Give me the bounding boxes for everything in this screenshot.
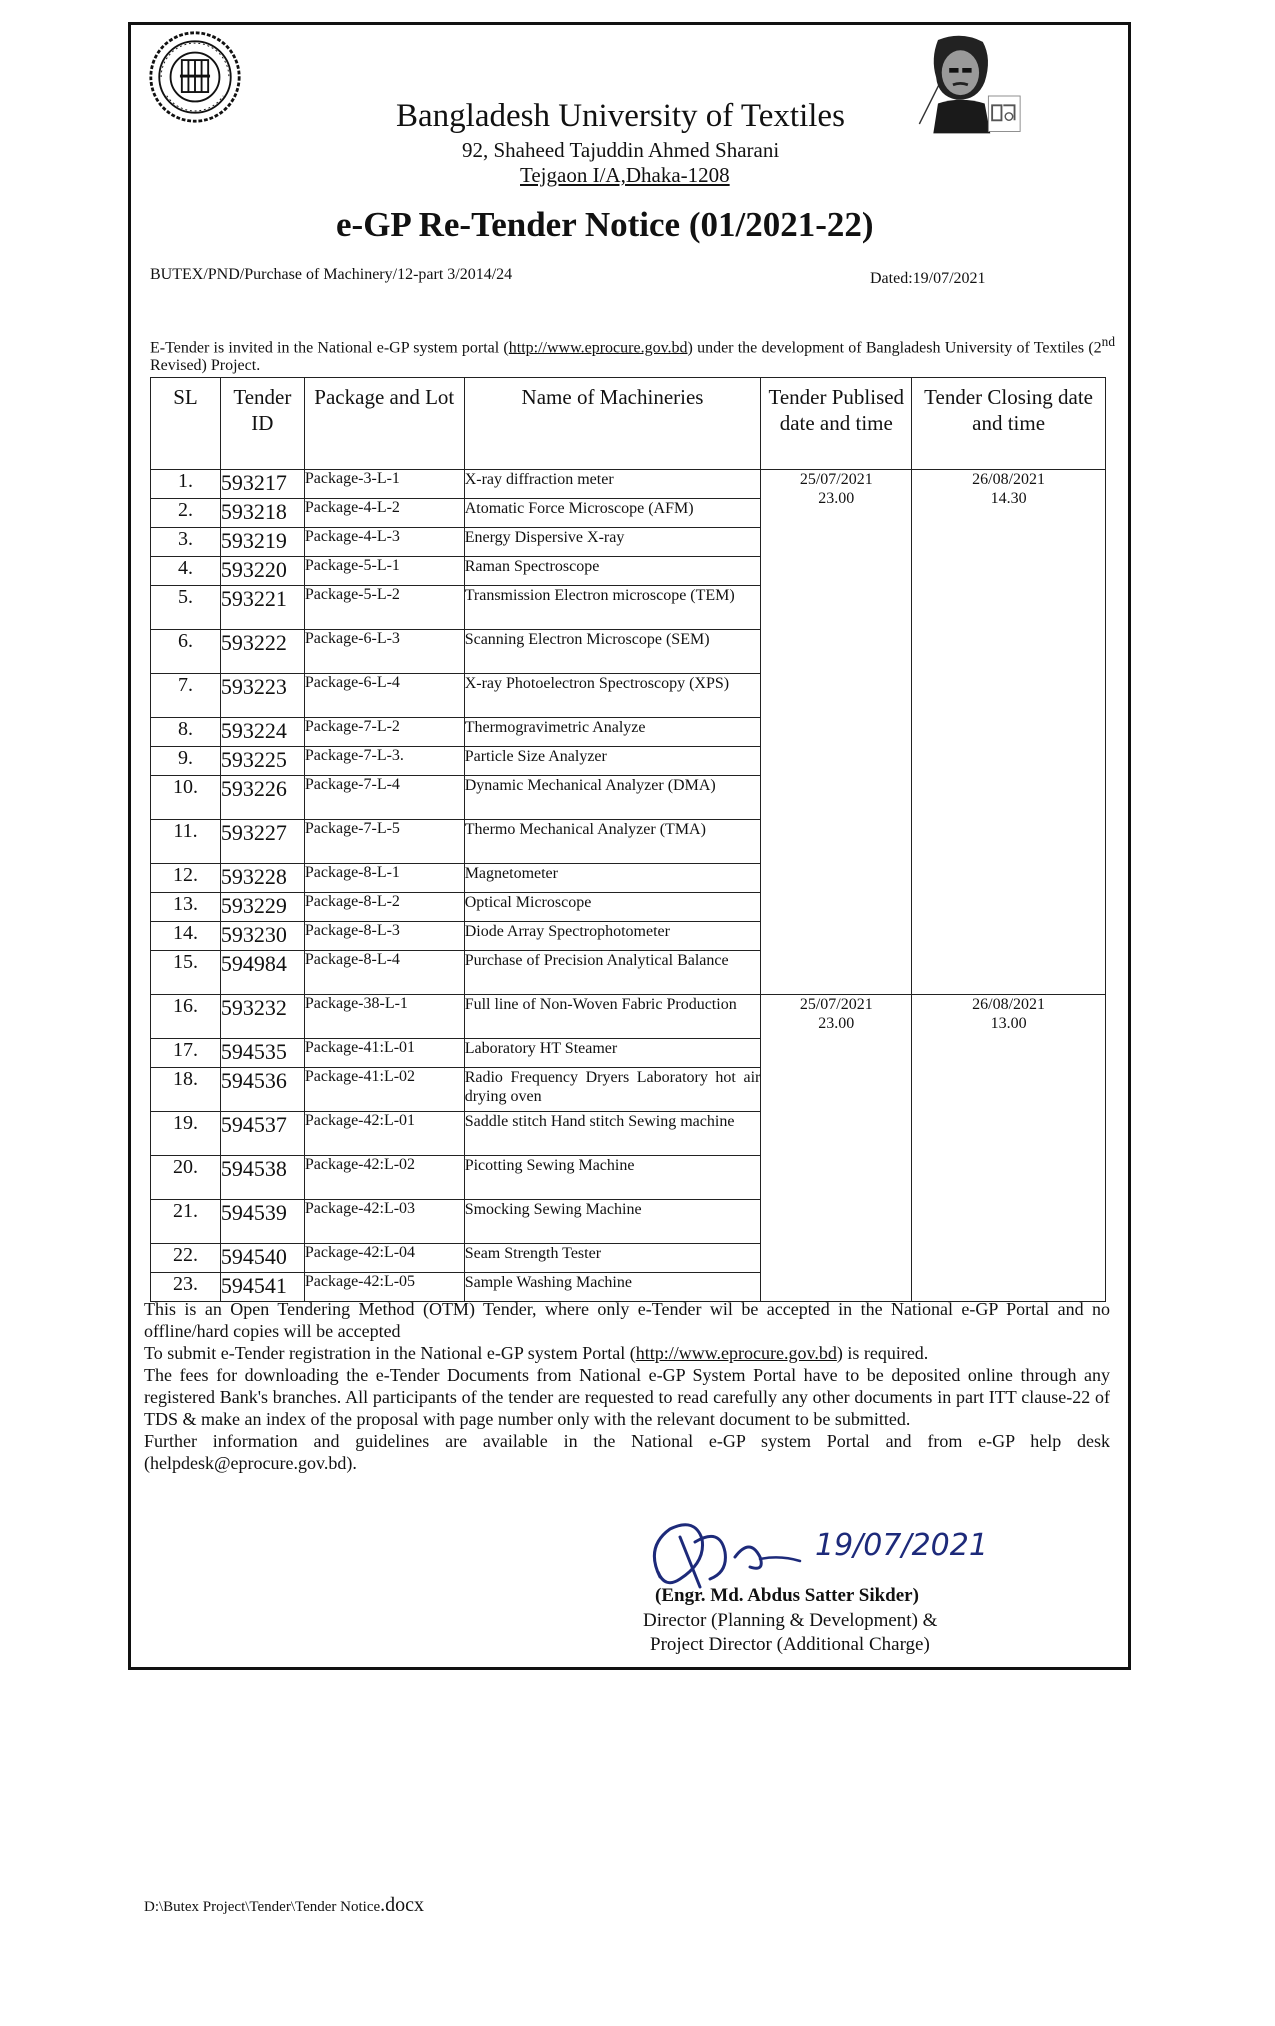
sl-cell: 11.: [151, 820, 221, 864]
published-time: 23.00: [818, 490, 855, 507]
package-cell: Package-42:L-04: [304, 1244, 464, 1273]
institution-name: Bangladesh University of Textiles: [396, 98, 845, 134]
tender-id-cell: 594540: [220, 1244, 304, 1273]
machinery-name-cell: Diode Array Spectrophotometer: [464, 922, 761, 951]
machinery-name-cell: Radio Frequency Dryers Laboratory hot air drying oven: [464, 1068, 761, 1112]
sl-cell: 7.: [151, 674, 221, 718]
address-line-1: 92, Shaheed Tajuddin Ahmed Sharani: [462, 138, 780, 162]
package-cell: Package-42:L-05: [304, 1273, 464, 1302]
tender-id-cell: 593222: [220, 630, 304, 674]
tender-table-body: [151, 470, 1106, 1302]
sl-cell: 5.: [151, 586, 221, 630]
machinery-name-cell: Picotting Sewing Machine: [464, 1156, 761, 1200]
package-cell: Package-7-L-2: [304, 718, 464, 747]
machinery-name-cell: Energy Dispersive X-ray: [464, 528, 761, 557]
tender-id-cell: 593217: [220, 470, 304, 499]
machinery-name-cell: X-ray diffraction meter: [464, 470, 761, 499]
package-cell: Package-38-L-1: [304, 995, 464, 1039]
package-cell: Package-7-L-5: [304, 820, 464, 864]
sl-cell: 23.: [151, 1273, 221, 1302]
sl-cell: 20.: [151, 1156, 221, 1200]
notice-date: Dated:19/07/2021: [870, 270, 986, 287]
closing-date-cell: [912, 995, 1106, 1302]
machinery-name-cell: X-ray Photoelectron Spectroscopy (XPS): [464, 674, 761, 718]
package-cell: Package-41:L-01: [304, 1039, 464, 1068]
fees-paragraph: The fees for downloading the e-Tender Documents from National e-GP System Portal have to be deposited online through any registered Bank's branches. All participants of the tender are requested to read carefully any other documents in part ITT clause-22 of TDS & make an index of the proposal with page number only with the relevant document to be submitted.: [144, 1365, 1110, 1429]
signatory-name: (Engr. Md. Abdus Satter Sikder): [655, 1585, 919, 1606]
registration-link[interactable]: http://www.eprocure.gov.bd: [635, 1343, 837, 1363]
signature-date: 19/07/2021: [815, 1528, 988, 1563]
further-info-paragraph: Further information and guidelines are available in the National e-GP system Portal and from e-GP help desk (helpdesk@eprocure.gov.bd).: [144, 1431, 1110, 1473]
sl-cell: 14.: [151, 922, 221, 951]
tender-id-cell: 593223: [220, 674, 304, 718]
machinery-name-cell: Saddle stitch Hand stitch Sewing machine: [464, 1112, 761, 1156]
published-date: 25/07/2021: [799, 471, 873, 488]
package-cell: Package-42:L-01: [304, 1112, 464, 1156]
header-published: Tender Publised date and time: [761, 378, 912, 470]
package-cell: Package-4-L-2: [304, 499, 464, 528]
intro-paragraph: [150, 333, 1115, 375]
closing-time: 13.00: [990, 1015, 1027, 1032]
sl-cell: 22.: [151, 1244, 221, 1273]
machinery-name-cell: Smocking Sewing Machine: [464, 1200, 761, 1244]
table-row: [151, 995, 1106, 1039]
sl-cell: 18.: [151, 1068, 221, 1112]
tender-id-cell: 593230: [220, 922, 304, 951]
header-package-lot: Package and Lot: [304, 378, 464, 470]
machinery-name-cell: Seam Strength Tester: [464, 1244, 761, 1273]
tender-id-cell: 594541: [220, 1273, 304, 1302]
mujib-100-portrait-icon: [910, 30, 1022, 134]
sl-cell: 9.: [151, 747, 221, 776]
intro-superscript: nd: [1101, 334, 1115, 349]
closing-date: 26/08/2021: [972, 996, 1046, 1013]
university-seal-icon: [148, 30, 242, 124]
header-machinery: Name of Machineries: [464, 378, 761, 470]
sl-cell: 6.: [151, 630, 221, 674]
sl-cell: 4.: [151, 557, 221, 586]
machinery-name-cell: Magnetometer: [464, 864, 761, 893]
sl-cell: 12.: [151, 864, 221, 893]
tender-id-cell: 593224: [220, 718, 304, 747]
closing-time: 14.30: [990, 490, 1027, 507]
machinery-name-cell: Full line of Non-Woven Fabric Production: [464, 995, 761, 1039]
notice-title: e-GP Re-Tender Notice (01/2021-22): [336, 205, 874, 244]
machinery-name-cell: Sample Washing Machine: [464, 1273, 761, 1302]
package-cell: Package-42:L-03: [304, 1200, 464, 1244]
package-cell: Package-8-L-3: [304, 922, 464, 951]
package-cell: Package-8-L-4: [304, 951, 464, 995]
sl-cell: 17.: [151, 1039, 221, 1068]
closing-date: 26/08/2021: [972, 471, 1046, 488]
published-date: 25/07/2021: [799, 996, 873, 1013]
sl-cell: 16.: [151, 995, 221, 1039]
machinery-name-cell: Raman Spectroscope: [464, 557, 761, 586]
package-cell: Package-3-L-1: [304, 470, 464, 499]
intro-text-end: Revised) Project.: [150, 357, 261, 375]
published-date-cell: [761, 995, 912, 1302]
package-cell: Package-7-L-4: [304, 776, 464, 820]
machinery-name-cell: Thermogravimetric Analyze: [464, 718, 761, 747]
sl-cell: 8.: [151, 718, 221, 747]
sl-cell: 1.: [151, 470, 221, 499]
file-extension: .docx: [380, 1894, 425, 1916]
published-date-cell: [761, 470, 912, 995]
published-time: 23.00: [818, 1015, 855, 1032]
machinery-name-cell: Atomatic Force Microscope (AFM): [464, 499, 761, 528]
tender-id-cell: 593227: [220, 820, 304, 864]
tender-id-cell: 593220: [220, 557, 304, 586]
eprocure-link[interactable]: http://www.eprocure.gov.bd: [508, 339, 688, 357]
machinery-name-cell: Dynamic Mechanical Analyzer (DMA): [464, 776, 761, 820]
otm-paragraph: This is an Open Tendering Method (OTM) Tender, where only e-Tender wil be accepted in the National e-GP Portal and no offline/hard copies will be accepted: [144, 1299, 1110, 1341]
package-cell: Package-6-L-4: [304, 674, 464, 718]
machinery-name-cell: Laboratory HT Steamer: [464, 1039, 761, 1068]
tender-id-cell: 594537: [220, 1112, 304, 1156]
tender-table: [150, 377, 1106, 1302]
package-cell: Package-5-L-2: [304, 586, 464, 630]
sl-cell: 2.: [151, 499, 221, 528]
sl-cell: 10.: [151, 776, 221, 820]
machinery-name-cell: Particle Size Analyzer: [464, 747, 761, 776]
terms-text: [144, 1298, 1110, 1474]
signatory-title-2: Project Director (Additional Charge): [650, 1634, 930, 1655]
package-cell: Package-8-L-1: [304, 864, 464, 893]
machinery-name-cell: Scanning Electron Microscope (SEM): [464, 630, 761, 674]
tender-id-cell: 594535: [220, 1039, 304, 1068]
sl-cell: 3.: [151, 528, 221, 557]
package-cell: Package-7-L-3.: [304, 747, 464, 776]
tender-id-cell: 593229: [220, 893, 304, 922]
registration-paragraph: [144, 1342, 1110, 1364]
tender-id-cell: 594984: [220, 951, 304, 995]
package-cell: Package-41:L-02: [304, 1068, 464, 1112]
machinery-name-cell: Transmission Electron microscope (TEM): [464, 586, 761, 630]
sl-cell: 15.: [151, 951, 221, 995]
sl-cell: 19.: [151, 1112, 221, 1156]
sl-cell: 13.: [151, 893, 221, 922]
header-sl: SL: [151, 378, 221, 470]
tender-id-cell: 593225: [220, 747, 304, 776]
package-cell: Package-4-L-3: [304, 528, 464, 557]
tender-id-cell: 594536: [220, 1068, 304, 1112]
tender-id-cell: 594539: [220, 1200, 304, 1244]
file-path-footer: [144, 1894, 424, 1917]
registration-text-start: To submit e-Tender registration in the National e-GP system Portal (: [144, 1343, 636, 1363]
package-cell: Package-6-L-3: [304, 630, 464, 674]
sl-cell: 21.: [151, 1200, 221, 1244]
header-closing: Tender Closing date and time: [912, 378, 1106, 470]
table-row: [151, 470, 1106, 499]
machinery-name-cell: Purchase of Precision Analytical Balance: [464, 951, 761, 995]
address-line-2: Tejgaon I/A,Dhaka-1208: [520, 163, 730, 187]
closing-date-cell: [912, 470, 1106, 995]
tender-id-cell: 593228: [220, 864, 304, 893]
signatory-title-1: Director (Planning & Development) &: [643, 1610, 938, 1631]
tender-id-cell: 593226: [220, 776, 304, 820]
machinery-name-cell: Thermo Mechanical Analyzer (TMA): [464, 820, 761, 864]
tender-id-cell: 593219: [220, 528, 304, 557]
machinery-name-cell: Optical Microscope: [464, 893, 761, 922]
file-path: D:\Butex Project\Tender\Tender Notice: [144, 1899, 381, 1915]
table-header-row: [151, 378, 1106, 470]
intro-text-start: E-Tender is invited in the National e-GP system portal (: [150, 339, 509, 357]
reference-number: BUTEX/PND/Purchase of Machinery/12-part 3/2014/24: [150, 266, 513, 283]
tender-id-cell: 593218: [220, 499, 304, 528]
tender-id-cell: 594538: [220, 1156, 304, 1200]
package-cell: Package-8-L-2: [304, 893, 464, 922]
header-tender-id: Tender ID: [220, 378, 304, 470]
package-cell: Package-5-L-1: [304, 557, 464, 586]
tender-id-cell: 593221: [220, 586, 304, 630]
package-cell: Package-42:L-02: [304, 1156, 464, 1200]
intro-text-middle: ) under the development of Bangladesh University of Textiles (2: [687, 339, 1102, 357]
tender-id-cell: 593232: [220, 995, 304, 1039]
registration-text-end: ) is required.: [836, 1343, 929, 1363]
